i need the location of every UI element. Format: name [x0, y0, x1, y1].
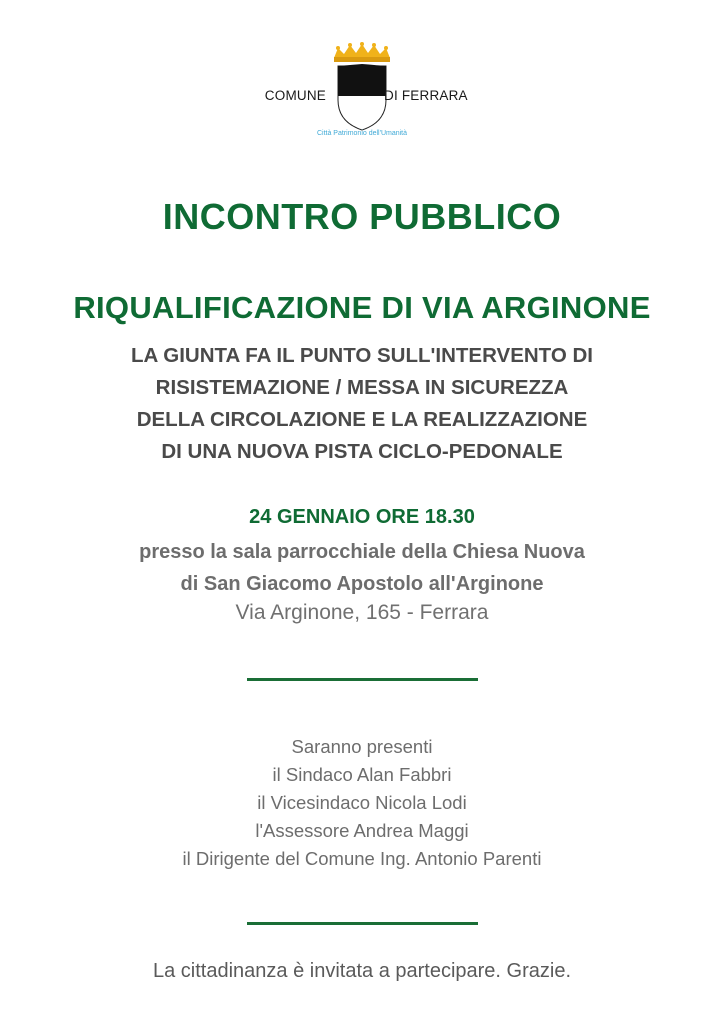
comune-ferrara-logo	[0, 38, 724, 148]
venue-line: di San Giacomo Apostolo all'Arginone	[180, 573, 544, 595]
event-address: Via Arginone, 165 - Ferrara	[235, 601, 489, 624]
event-description	[0, 340, 724, 468]
closing-invitation: La cittadinanza è invitata a partecipare. Grazie.	[152, 960, 572, 982]
attendee-line: il Dirigente del Comune Ing. Antonio Parenti	[182, 848, 542, 869]
description-line: DELLA CIRCOLAZIONE E LA REALIZZAZIONE	[136, 408, 588, 431]
divider-bottom	[247, 922, 478, 925]
crown-icon	[334, 42, 390, 62]
event-venue	[0, 536, 724, 600]
venue-line: presso la sala parrocchiale della Chiesa Nuova	[139, 541, 585, 563]
logo-word-di-ferrara: DI FERRARA	[384, 88, 468, 103]
attendees-list	[0, 733, 724, 873]
description-line: DI UNA NUOVA PISTA CICLO-PEDONALE	[161, 440, 563, 463]
attendee-line: il Sindaco Alan Fabbri	[272, 764, 452, 785]
logo-tagline: Città Patrimonio dell'Umanità	[316, 130, 408, 137]
attendee-line: l'Assessore Andrea Maggi	[255, 820, 469, 841]
shield-icon	[338, 64, 386, 130]
attendee-line: Saranno presenti	[291, 736, 433, 757]
description-line: RISISTEMAZIONE / MESSA IN SICUREZZA	[155, 376, 569, 399]
coat-of-arms-icon	[330, 42, 394, 132]
attendee-line: il Vicesindaco Nicola Lodi	[257, 792, 467, 813]
page-title: INCONTRO PUBBLICO	[162, 196, 562, 237]
event-date-time: 24 GENNAIO ORE 18.30	[249, 506, 475, 528]
description-line: LA GIUNTA FA IL PUNTO SULL'INTERVENTO DI	[131, 344, 593, 367]
page-subtitle: RIQUALIFICAZIONE DI VIA ARGINONE	[73, 290, 651, 325]
logo-word-comune: COMUNE	[264, 88, 326, 103]
divider-top	[247, 678, 478, 681]
